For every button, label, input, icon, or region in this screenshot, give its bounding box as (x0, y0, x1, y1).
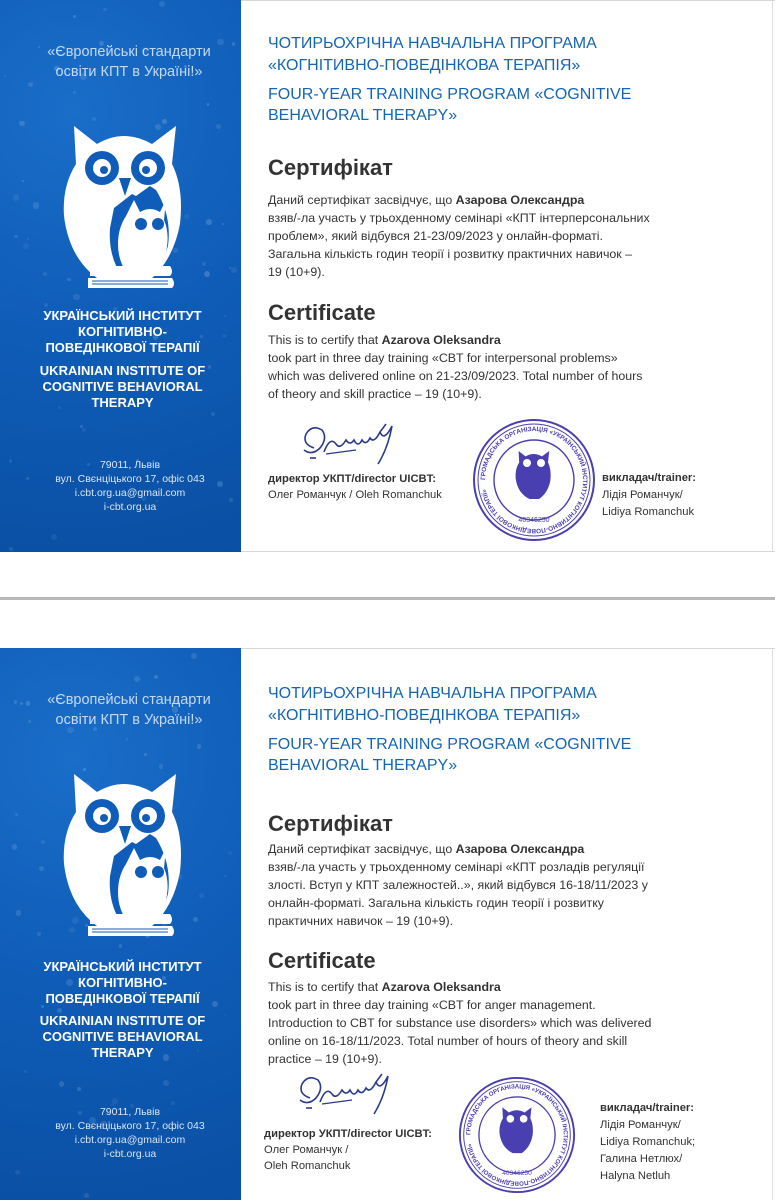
background-dot (43, 272, 47, 276)
address (30, 458, 230, 514)
background-dot (80, 425, 82, 427)
certificate-content (264, 648, 755, 1200)
background-dot (154, 675, 158, 679)
address-website: i-cbt.org.ua (103, 1148, 157, 1160)
director-name-2: Oleh Romanchuk (264, 1160, 351, 1172)
background-dot (103, 8, 106, 11)
institute-stamp (472, 418, 596, 542)
motto: «Європейські стандарти освіти КПТ в Україні!» (47, 692, 211, 728)
trainer-name-1: Лідія Романчук/ (602, 489, 683, 501)
stamp-code: 40346250 (502, 1169, 532, 1177)
background-dot (217, 39, 223, 45)
background-dot (207, 103, 209, 105)
address (30, 1105, 230, 1161)
body-en-line-4: of theory and skill practice – 19 (10+9). (268, 387, 482, 401)
heading-en: Certificate (268, 300, 376, 325)
background-dot (38, 46, 40, 48)
background-dot (197, 744, 201, 748)
heading-ua: Сертифікат (268, 155, 393, 180)
program-title-ua-line-1: ЧОТИРЬОХРІЧНА НАВЧАЛЬНА ПРОГРАМА (268, 35, 597, 52)
trainer-name-1: Лідія Романчук/ (600, 1119, 681, 1131)
body-ua (268, 191, 723, 281)
body-en-line-3: Introduction to CBT for substance use disorders» which was delivered (268, 1016, 652, 1030)
background-dot (73, 91, 76, 94)
background-dot (84, 1193, 89, 1198)
address-street: вул. Свєнціцького 17, офіс 043 (55, 1120, 205, 1132)
heading-ua: Сертифікат (268, 811, 393, 836)
certificate-1 (0, 0, 775, 552)
body-ua-line-1 (268, 191, 723, 209)
body-en-line-2: took part in three day training «CBT for interpersonal problems» (268, 351, 618, 365)
background-dot (14, 235, 18, 239)
background-dot (231, 267, 237, 273)
heading-en: Certificate (268, 948, 376, 973)
trainer-name-2: Lidiya Romanchuk; (600, 1136, 696, 1148)
background-dot (41, 840, 46, 845)
certificate-2 (0, 648, 775, 1200)
address-email: i.cbt.org.ua@gmail.com (74, 1134, 186, 1146)
body-ua-line-4: Загальна кількість годин теорії і розвитку практичних навичок – (268, 247, 633, 261)
director-signature (292, 1068, 407, 1120)
director-label: директор УКПТ/director UICBT: (264, 1128, 432, 1140)
body-ua-line-1 (268, 840, 723, 858)
background-dot (4, 75, 6, 77)
sidebar (0, 648, 241, 1200)
trainer-label: викладач/trainer: (600, 1102, 695, 1114)
background-dot (26, 477, 29, 480)
background-dot (228, 851, 232, 855)
body-en-line-4: online on 16-18/11/2023. Total number of hours of theory and skill (268, 1034, 628, 1048)
background-dot (13, 194, 19, 200)
program-title-ua (268, 33, 597, 77)
address-website: i-cbt.org.ua (103, 501, 157, 513)
program-title-ua-line-2: «КОГНІТИВНО-ПОВЕДІНКОВА ТЕРАПІЯ» (268, 57, 581, 74)
stamp-code: 40346250 (518, 517, 550, 524)
body-ua-prefix: Даний сертифікат засвідчує, що (268, 842, 456, 856)
background-dot (44, 303, 48, 307)
institute-stamp (458, 1076, 576, 1194)
trainer-label: викладач/trainer: (602, 472, 697, 484)
director-name: Олег Романчук / Oleh Romanchuk (268, 489, 442, 501)
body-ua-line-4: онлайн-форматі. Загальна кількість годин теорії і розвитку (268, 896, 604, 910)
body-en-prefix: This is to certify that (268, 980, 382, 994)
background-dot (199, 893, 204, 898)
background-dot (51, 534, 57, 540)
background-dot (224, 315, 227, 318)
page-separator (0, 552, 775, 648)
background-dot (24, 1070, 27, 1073)
background-dot (144, 753, 147, 756)
recipient-name-ua: Азарова Олександра (455, 842, 585, 856)
body-en-line-5: practice – 19 (10+9). (268, 1052, 382, 1066)
body-ua-line-3: злості. Вступ у КПТ залежностей..», який відбувся 16-18/11/2023 у (268, 878, 648, 892)
trainer-name-3: Галина Нетлюх/ (600, 1153, 683, 1165)
address-city: 79011, Львів (99, 459, 161, 471)
background-dot (119, 944, 123, 948)
background-dot (27, 238, 29, 240)
program-title-en-line-2: BEHAVIORAL THERAPY» (268, 757, 458, 774)
body-ua (268, 840, 723, 930)
recipient-name-en: Azarova Oleksandra (381, 980, 501, 994)
trainer-name-4: Halyna Netluh (600, 1170, 671, 1182)
background-dot (23, 243, 29, 249)
background-dot (222, 334, 226, 338)
background-dot (191, 653, 197, 659)
institute-name-ua: УКРАЇНСЬКИЙ ІНСТИТУТ КОГНІТИВНО-ПОВЕДІНКОВОЇ ТЕРАПІЇ (43, 308, 202, 355)
sidebar (0, 0, 241, 552)
background-dot (224, 1014, 226, 1016)
body-en (268, 331, 723, 403)
body-en-line-2: took part in three day training «CBT for anger management. (268, 998, 596, 1012)
background-dot (206, 219, 212, 225)
certificate-content (268, 0, 755, 552)
background-dot (216, 124, 221, 129)
director-label: директор УКПТ/director UICBT: (268, 473, 436, 485)
director-block (268, 471, 442, 503)
program-title-ua-line-1: ЧОТИРЬОХРІЧНА НАВЧАЛЬНА ПРОГРАМА (268, 685, 597, 702)
recipient-name-ua: Азарова Олександра (455, 193, 585, 207)
background-dot (204, 271, 210, 277)
background-dot (232, 42, 236, 46)
background-dot (126, 738, 128, 740)
body-en (268, 978, 723, 1068)
program-title-ua-line-2: «КОГНІТИВНО-ПОВЕДІНКОВА ТЕРАПІЯ» (268, 707, 581, 724)
background-dot (22, 180, 24, 182)
background-dot (9, 459, 13, 463)
institute-name-en: UKRAINIAN INSTITUTE OF COGNITIVE BEHAVIORAL THERAPY (39, 1013, 206, 1060)
background-dot (77, 1087, 81, 1091)
body-en-prefix: This is to certify that (268, 333, 382, 347)
background-dot (37, 932, 41, 936)
body-en-line-1 (268, 978, 723, 996)
background-dot (224, 875, 227, 878)
recipient-name-en: Azarova Oleksandra (381, 333, 501, 347)
program-title-en-line-1: FOUR-YEAR TRAINING PROGRAM «COGNITIVE (268, 86, 632, 103)
body-ua-line-5: 19 (10+9). (268, 265, 325, 279)
body-en-line-1 (268, 331, 723, 349)
background-dot (163, 1080, 169, 1086)
background-dot (15, 813, 18, 816)
background-dot (73, 15, 76, 18)
background-dot (28, 720, 31, 723)
body-ua-line-2: взяв/-ла участь у трьохденному семінарі «КПТ інтерперсональних (268, 211, 650, 225)
program-title-en (268, 734, 631, 776)
director-block (264, 1126, 432, 1174)
program-title-en (268, 84, 631, 126)
background-dot (202, 262, 206, 266)
background-dot (28, 82, 33, 87)
background-dot (16, 910, 21, 915)
body-ua-line-2: взяв/-ла участь у трьохденному семінарі «КПТ розладів регуляції (268, 860, 645, 874)
separator-line (0, 597, 775, 600)
background-dot (39, 866, 44, 871)
director-signature (296, 418, 411, 470)
program-title-ua (268, 683, 597, 727)
motto: «Європейські стандарти освіти КПТ в Україні!» (47, 44, 211, 80)
address-street: вул. Свєнціцького 17, офіс 043 (55, 473, 205, 485)
right-border (772, 648, 773, 1200)
background-dot (12, 844, 17, 849)
background-dot (171, 1101, 175, 1105)
background-dot (222, 223, 224, 225)
background-dot (20, 702, 23, 705)
background-dot (19, 121, 24, 126)
background-dot (14, 700, 18, 704)
program-title-en-line-2: BEHAVIORAL THERAPY» (268, 107, 458, 124)
right-border (772, 0, 773, 552)
background-dot (26, 701, 30, 705)
stamp-ring-text: ГРОМАДСЬКА ОРГАНІЗАЦІЯ «УКРАЇНСЬКИЙ ІНСТИТУТ КОГНІТИВНО-ПОВЕДІНКОВОЇ ТЕРАПІЇ» (465, 1083, 569, 1187)
background-dot (33, 202, 40, 209)
background-dot (59, 1081, 64, 1086)
body-ua-line-3: проблем», який відбувся 21-23/09/2023 у онлайн-форматі. (268, 229, 603, 243)
background-dot (15, 1170, 20, 1175)
address-email: i.cbt.org.ua@gmail.com (74, 487, 186, 499)
body-en-line-3: which was delivered online on 21-23/09/2023. Total number of hours (268, 369, 643, 383)
body-ua-line-5: практичних навичок – 19 (10+9). (268, 914, 454, 928)
background-dot (211, 412, 215, 416)
background-dot (82, 428, 87, 433)
owl-logo-icon (52, 116, 197, 296)
address-city: 79011, Львів (99, 1106, 161, 1118)
background-dot (134, 676, 140, 682)
director-name-1: Олег Романчук / (264, 1144, 349, 1156)
stamp-ring-text: ГРОМАДСЬКА ОРГАНІЗАЦІЯ «УКРАЇНСЬКИЙ ІНСТИТУТ КОГНІТИВНО-ПОВЕДІНКОВОЇ ТЕРАПІЇ» (479, 425, 589, 535)
trainer-name-2: Lidiya Romanchuk (602, 506, 695, 518)
trainer-block (600, 1100, 695, 1185)
institute-name-ua: УКРАЇНСЬКИЙ ІНСТИТУТ КОГНІТИВНО-ПОВЕДІНКОВОЇ ТЕРАПІЇ (43, 959, 202, 1006)
institute-name-en: UKRAINIAN INSTITUTE OF COGNITIVE BEHAVIORAL THERAPY (39, 363, 206, 410)
background-dot (9, 547, 13, 551)
body-ua-prefix: Даний сертифікат засвідчує, що (268, 193, 456, 207)
background-dot (159, 1, 165, 7)
program-title-en-line-1: FOUR-YEAR TRAINING PROGRAM «COGNITIVE (268, 736, 632, 753)
trainer-block (602, 470, 696, 521)
owl-logo-icon (52, 764, 197, 944)
